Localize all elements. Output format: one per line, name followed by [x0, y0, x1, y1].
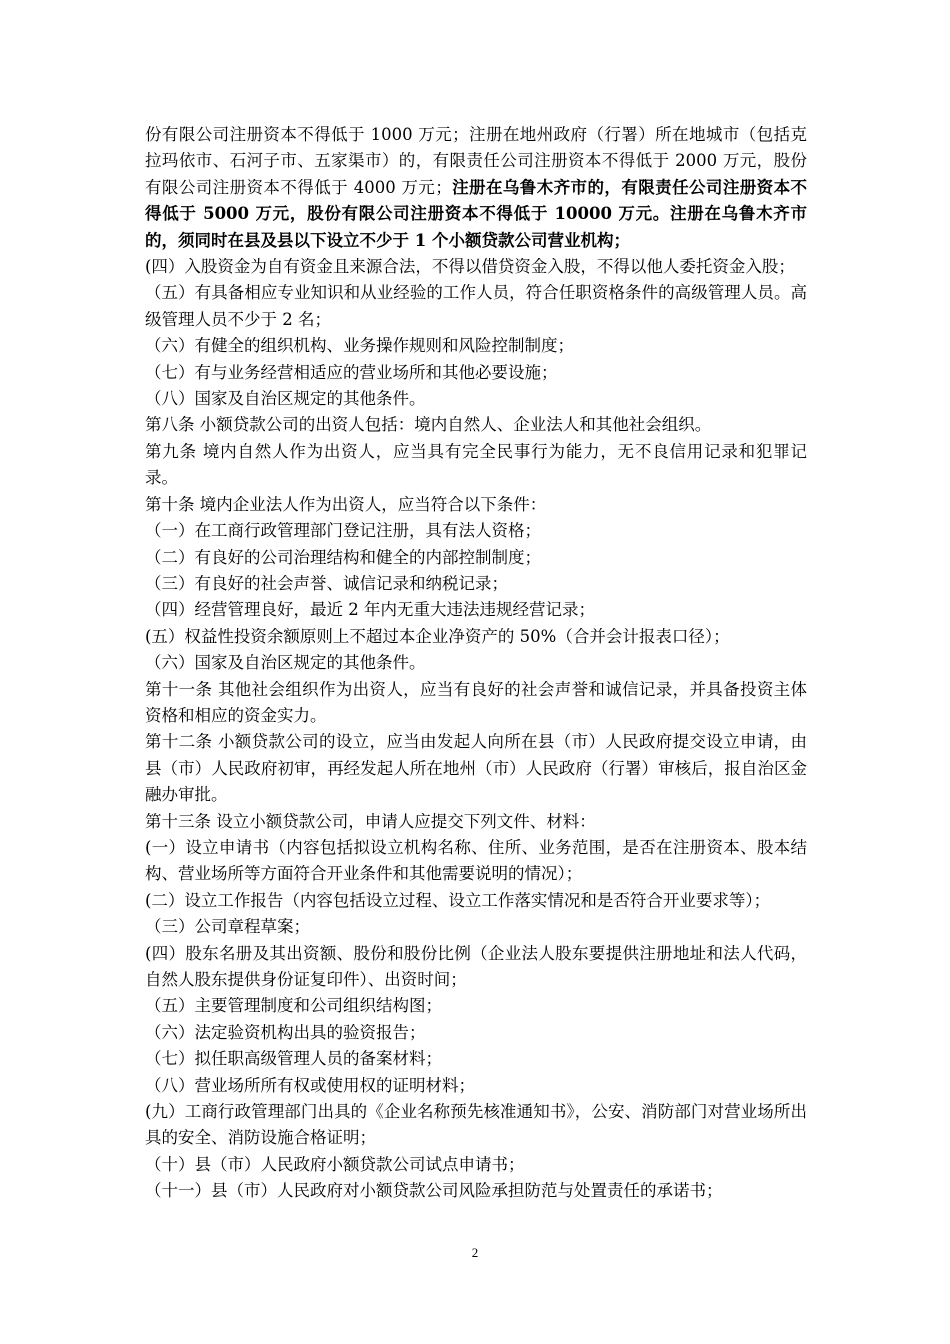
paragraph: (四）入股资金为自有资金且来源合法，不得以借贷资金入股，不得以他人委托资金入股； [145, 257, 795, 277]
article-8: 第八条 小额贷款公司的出资人包括：境内自然人、企业法人和其他社会组织。 [145, 415, 712, 435]
paragraph: （五）有具备相应专业知识和从业经验的工作人员，符合任职资格条件的高级管理人员。高级管理人员不少于 2 名； [145, 283, 807, 329]
paragraph: （七）有与业务经营相适应的营业场所和其他必要设施； [145, 362, 558, 382]
paragraph-text: 份有限公司注册资本不得低于 1000 万元；注册在地州政府（行署）所在地城市（包括克拉玛依市、石河子市、五家渠市）的，有限责任公司注册资本不得低于 2000 万元，股份有限公司注册资本不得低于 4000 万元； [145, 125, 807, 197]
paragraph: （三）有良好的社会声誉、诚信记录和纳税记录； [145, 573, 508, 593]
paragraph: （十）县（市）人民政府小额贷款公司试点申请书； [145, 1154, 525, 1174]
article-11: 第十一条 其他社会组织作为出资人，应当有良好的社会声誉和诚信记录，并具备投资主体资格和相应的资金实力。 [145, 679, 807, 725]
paragraph: （三）公司章程草案； [145, 917, 310, 937]
article-13: 第十三条 设立小额贷款公司，申请人应提交下列文件、材料： [145, 811, 596, 831]
paragraph: (一）设立申请书（内容包括拟设立机构名称、住所、业务范围，是否在注册资本、股本结构、营业场所等方面符合开业条件和其他需要说明的情况）； [145, 837, 807, 884]
paragraph: （七）拟任职高级管理人员的备案材料； [145, 1049, 442, 1069]
bold-text: 注册在乌鲁木齐市的，有限责任公司注册资本不得低于 5000 万元，股份有限公司注册资本不得低于 10000 万元。注册在乌鲁木齐市的，须同时在县及县以下设立不少于 1 个小额贷款公司营业机构； [145, 177, 808, 250]
paragraph: （六）法定验资机构出具的验资报告； [145, 1022, 426, 1042]
article-9: 第九条 境内自然人作为出资人，应当具有完全民事行为能力，无不良信用记录和犯罪记录。 [145, 441, 807, 488]
paragraph: （八）营业场所所有权或使用权的证明材料； [145, 1075, 475, 1095]
article-10: 第十条 境内企业法人作为出资人，应当符合以下条件： [145, 494, 547, 514]
paragraph: (五）权益性投资余额原则上不超过本企业净资产的 50%（合并会计报表口径）； [145, 626, 730, 646]
paragraph: (四）股东名册及其出资额、股份和股份比例（企业法人股东要提供注册地址和法人代码，自然人股东提供身份证复印件）、出资时间； [145, 943, 807, 989]
page-number: 2 [471, 1245, 479, 1260]
paragraph: （六）有健全的组织机构、业务操作规则和风险控制制度； [145, 336, 574, 356]
paragraph: （六）国家及自治区规定的其他条件。 [145, 653, 426, 673]
paragraph: (九）工商行政管理部门出具的《企业名称预先核准通知书》，公安、消防部门对营业场所出具的安全、消防设施合格证明； [145, 1102, 807, 1148]
paragraph: （一）在工商行政管理部门登记注册，具有法人资格； [145, 521, 541, 541]
paragraph: （十一）县（市）人民政府对小额贷款公司风险承担防范与处置责任的承诺书； [145, 1181, 723, 1201]
paragraph-registered-capital [145, 122, 807, 254]
paragraph: （四）经营管理良好，最近 2 年内无重大违法违规经营记录； [145, 600, 595, 620]
paragraph: （五）主要管理制度和公司组织结构图； [145, 996, 442, 1016]
paragraph: （八）国家及自治区规定的其他条件。 [145, 389, 426, 409]
document-body [145, 122, 807, 1205]
paragraph: （二）有良好的公司治理结构和健全的内部控制制度； [145, 547, 541, 567]
article-12: 第十二条 小额贷款公司的设立，应当由发起人向所在县（市）人民政府提交设立申请，由县（市）人民政府初审，再经发起人所在地州（市）人民政府（行署）审核后，报自治区金融办审批。 [145, 732, 807, 805]
paragraph: (二）设立工作报告（内容包括设立过程、设立工作落实情况和是否符合开业要求等）； [145, 890, 771, 910]
